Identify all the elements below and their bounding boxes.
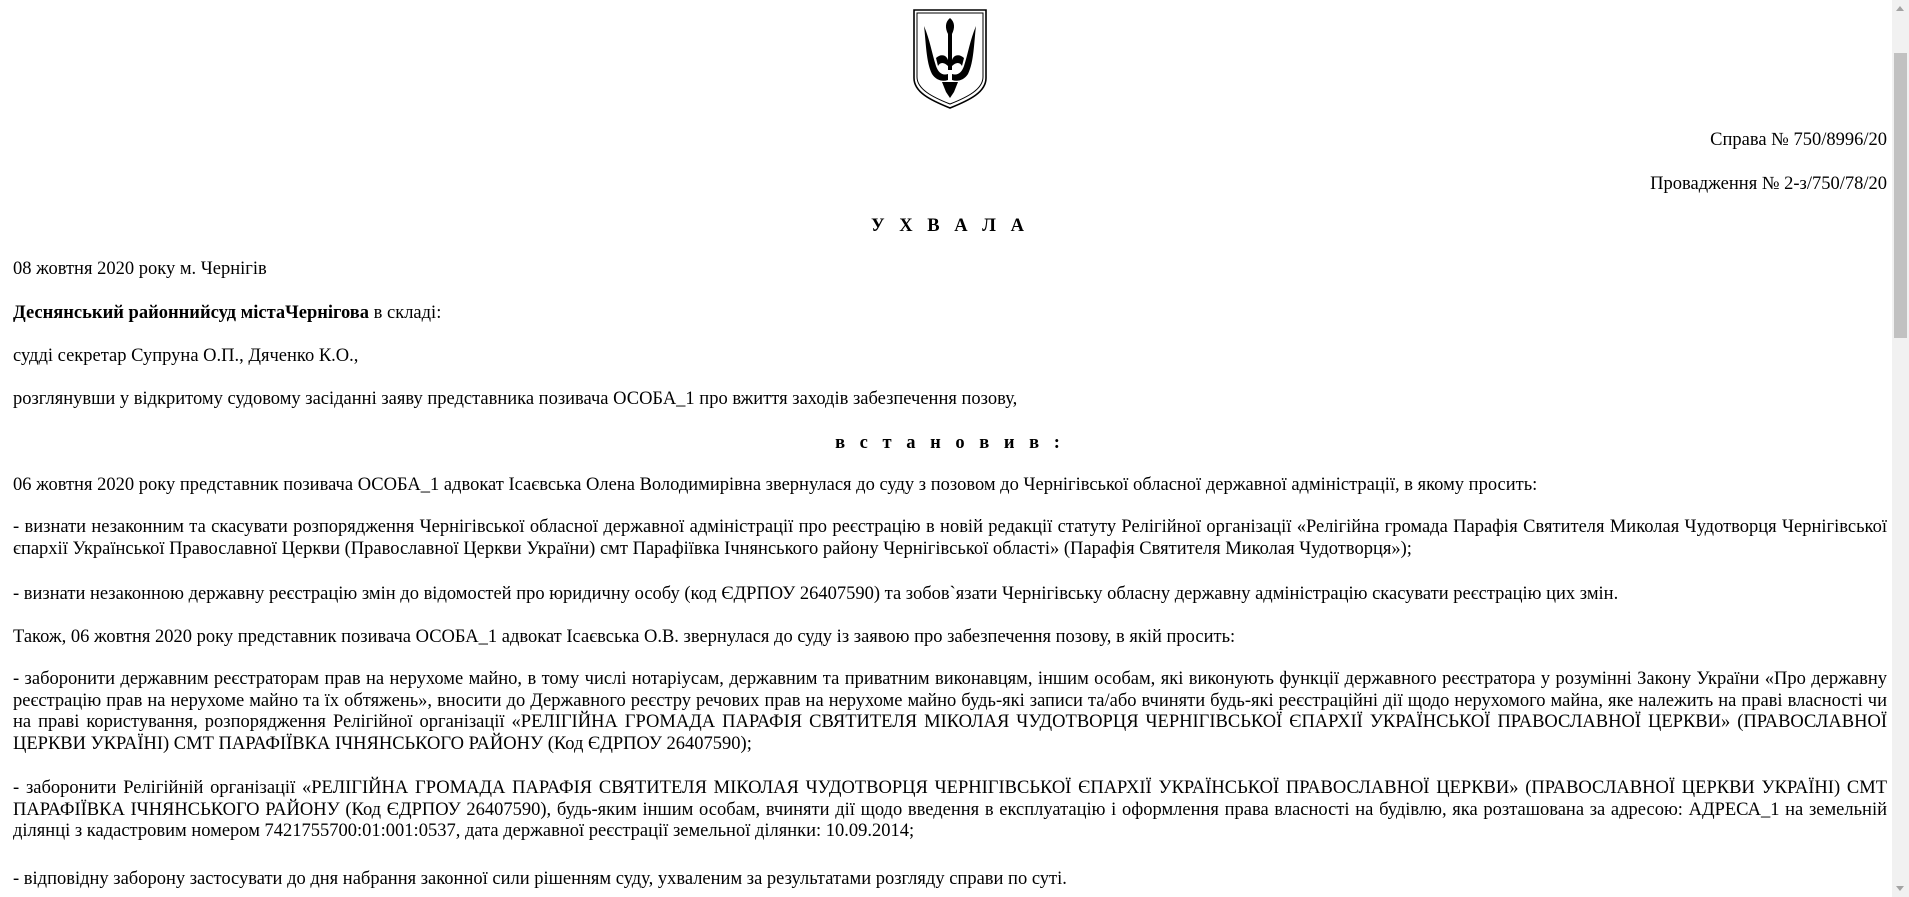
trident-coat-of-arms-icon bbox=[912, 8, 988, 110]
scroll-down-arrow-icon[interactable] bbox=[1892, 880, 1909, 897]
paragraph-request-1: - заборонити державним реєстраторам прав на нерухоме майно, в тому числі нотаріусам, державним та приватним виконавцям, іншим особам, які виконують функції державного реєстратора у розумінні Закону України «Про державну реєстрацію прав на нерухоме майно та їх обтяжень», вносити до Державного реєстру речових прав на нерухоме майно будь-які записи та/або вчиняти будь-які реєстраційні дії щодо нерухомого майна, яке належить на праві власності чи на праві користування, розпорядження Релігійної організації «РЕЛІГІЙНА ГРОМАДА ПАРАФІЯ СВЯТИТЕЛЯ МІКОЛАЯ ЧУДОТВОРЦЯ ЧЕРНІГІВСЬКОЇ ЄПАРХІЇ УКРАЇНСЬКОЇ ПРАВОСЛАВНОЇ ЦЕРКВИ» (ПРАВОСЛАВНОЇ ЦЕРКВИ УКРАЇНІ) СМТ ПАРАФІЇВКА ІЧНЯНСЬКОГО РАЙОНУ (Код ЄДРПОУ 26407590); bbox=[13, 669, 1887, 754]
court-name: Деснянський районнийсуд містаЧернігова bbox=[13, 303, 370, 323]
paragraph-demand-2: - визнати незаконною державну реєстрацію змін до відомостей про юридичну особу (код ЄДРПОУ 26407590) та зобов`язати Чернігівську обласну державну адміністрацію скасувати реєстрацію цих змін. bbox=[13, 584, 1619, 604]
date-line: 08 жовтня 2020 року м. Чернігів bbox=[13, 259, 267, 279]
established-heading: в с т а н о в и в : bbox=[835, 433, 1065, 453]
scroll-thumb[interactable] bbox=[1894, 53, 1907, 338]
scroll-up-arrow-icon[interactable] bbox=[1892, 0, 1909, 17]
court-composition: в складі: bbox=[369, 303, 442, 323]
judges-line: судді секретар Супруна О.П., Дяченко К.О., bbox=[13, 346, 359, 366]
paragraph-request-2: - заборонити Релігійній організації «РЕЛІГІЙНА ГРОМАДА ПАРАФІЯ СВЯТИТЕЛЯ МІКОЛАЯ ЧУДОТВОРЦЯ ЧЕРНІГІВСЬКОЇ ЄПАРХІЇ УКРАЇНСЬКОЇ ПРАВОСЛАВНОЇ ЦЕРКВИ» (ПРАВОСЛАВНОЇ ЦЕРКВИ УКРАЇНІ) СМТ ПАРАФІЇВКА ІЧНЯНСЬКОГО РАЙОНУ (Код ЄДРПОУ 26407590), будь-яким іншим особам, вчиняти дії щодо введення в експлуатацію і оформлення права власності на будівлю, яка розташована за адресою: АДРЕСА_1 на земельній ділянці з кадастровим номером 7421755700:01:001:0537, дата державної реєстрації земельної ділянки: 10.09.2014; bbox=[13, 778, 1887, 841]
paragraph-application: Також, 06 жовтня 2020 року представник позивача ОСОБА_1 адвокат Ісаєвська О.В. звернулася до суду із заявою про забезпечення позову, в якій просить: bbox=[13, 627, 1236, 647]
considered-line: розглянувши у відкритому судовому засіданні заяву представника позивача ОСОБА_1 про вжиття заходів забезпечення позову, bbox=[13, 389, 1018, 409]
paragraph-request-3: - відповідну заборону застосувати до дня набрання законної сили рішенням суду, ухваленим за результатами розгляду справи по суті. bbox=[13, 869, 1067, 889]
case-number: Справа № 750/8996/20 bbox=[1710, 130, 1887, 150]
vertical-scrollbar[interactable] bbox=[1892, 0, 1909, 897]
paragraph-demand-1: - визнати незаконним та скасувати розпорядження Чернігівської обласної державної адміністрації про реєстрацію в новій редакції статуту Релігійної організації «Релігійна громада Парафія Святителя Миколая Чудотворця Чернігівської єпархії Української Православної Церкви (Православної Церкви України) смт Парафіївка Ічнянського району Чернігівської області» (Парафія Святителя Миколая Чудотворця»); bbox=[13, 517, 1887, 559]
paragraph-claim: 06 жовтня 2020 року представник позивача ОСОБА_1 адвокат Ісаєвська Олена Володимирівна звернулася до суду з позовом до Чернігівської обласної державної адміністрації, в якому просить: bbox=[13, 475, 1538, 495]
proceeding-number: Провадження № 2-з/750/78/20 bbox=[1650, 174, 1887, 194]
document-title: У Х В А Л А bbox=[871, 216, 1029, 236]
court-line bbox=[13, 302, 1887, 324]
